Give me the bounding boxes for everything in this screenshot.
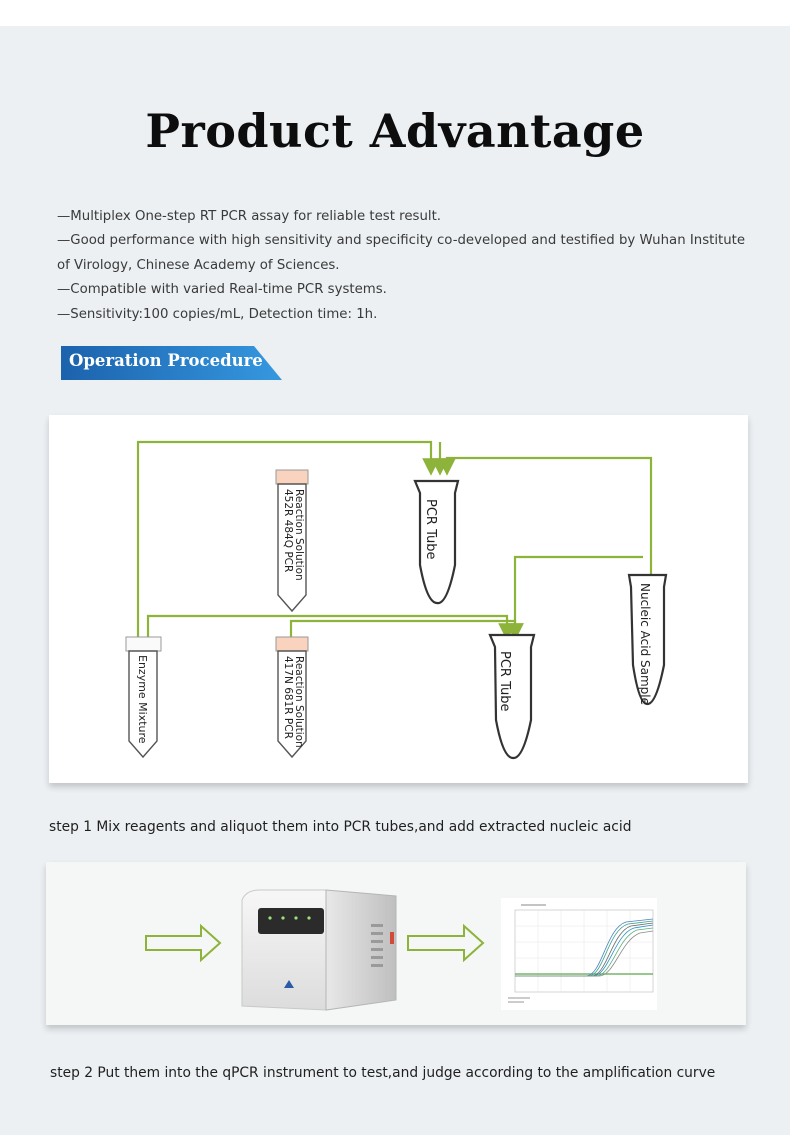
tube-label: PCR Tube xyxy=(423,499,438,560)
tube-label: Nucleic Acid Sample xyxy=(638,583,652,705)
step-2-caption: step 2 Put them into the qPCR instrument to test,and judge according to the amplification curve xyxy=(50,1065,716,1081)
tube-label: 452R 484Q PCR xyxy=(282,489,294,573)
advantage-item: —Compatible with varied Real-time PCR systems. xyxy=(57,282,387,298)
enzyme-tube xyxy=(126,637,161,757)
advantage-item: —Good performance with high sensitivity and specificity co-developed and testified by Wuhan Institute of Virology, Chinese Academy of Sciences. xyxy=(57,233,746,273)
qpcr-instrument xyxy=(242,890,396,1010)
tube-label: Reaction Solution xyxy=(293,656,305,748)
instrument-illustration xyxy=(46,862,746,1025)
arrow-right-icon xyxy=(146,926,220,960)
section-heading-text: Operation Procedure xyxy=(69,351,263,370)
top-band xyxy=(0,0,790,26)
flow-lines xyxy=(138,442,651,638)
nucleic-acid-tube xyxy=(629,575,666,705)
advantage-item: —Sensitivity:100 copies/mL, Detection time: 1h. xyxy=(57,306,378,322)
tube-label: Reaction Solution xyxy=(293,489,305,581)
tube-label: 417N 681R PCR xyxy=(282,656,294,739)
procedure-diagram xyxy=(49,415,748,783)
procedure-diagram-panel xyxy=(49,415,748,783)
advantage-list xyxy=(57,205,747,327)
amplification-curve-chart xyxy=(501,898,657,1010)
arrow-right-icon xyxy=(408,926,483,960)
reaction-tube-417n xyxy=(276,637,308,757)
reaction-tube-452r xyxy=(276,470,308,611)
advantage-item: —Multiplex One-step RT PCR assay for reliable test result. xyxy=(57,209,442,224)
page-title: Product Advantage xyxy=(145,104,645,158)
tube-label: Enzyme Mixture xyxy=(136,655,149,744)
tube-label: PCR Tube xyxy=(497,651,512,712)
step-1-caption: step 1 Mix reagents and aliquot them into PCR tubes,and add extracted nucleic acid xyxy=(49,819,632,835)
pcr-tube-bottom xyxy=(490,635,534,758)
pcr-tube-top xyxy=(415,481,458,603)
section-heading xyxy=(61,346,283,380)
instrument-panel xyxy=(46,862,746,1025)
